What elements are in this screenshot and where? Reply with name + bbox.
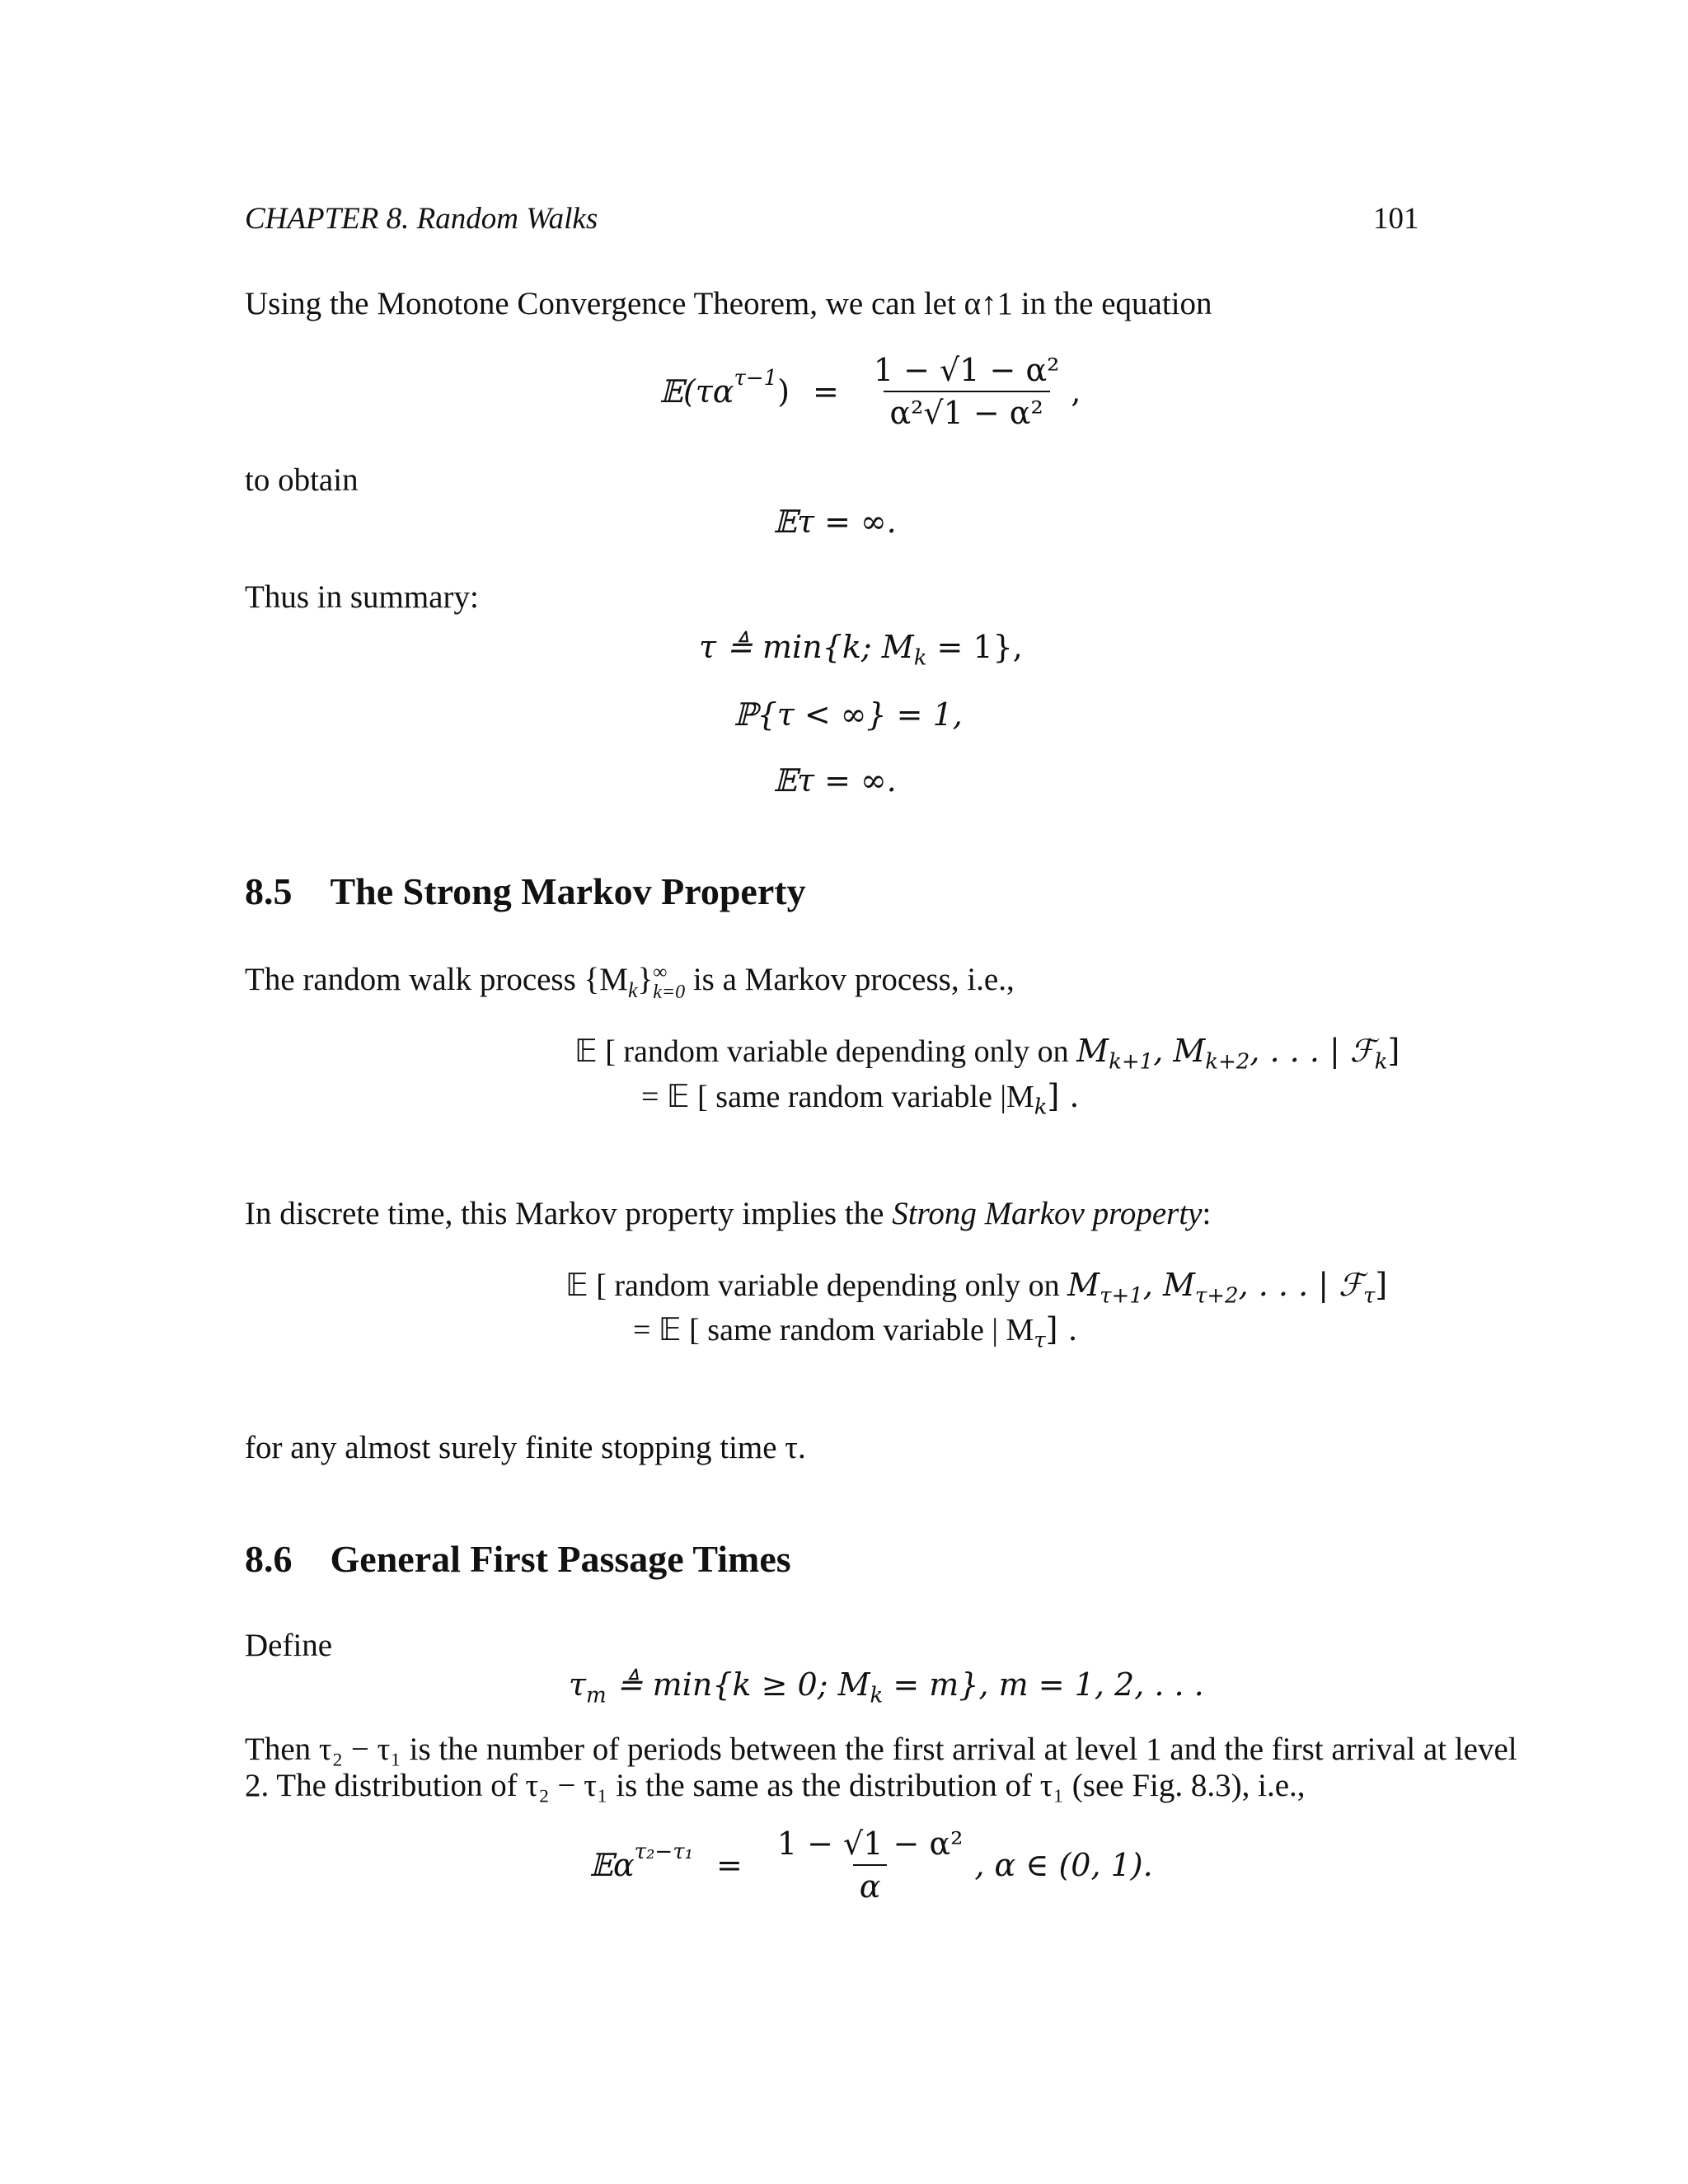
- p85-before: The random walk process {M: [245, 961, 628, 997]
- eq6-c: = m}, m = 1, 2, . . .: [883, 1666, 1204, 1703]
- eq5-l1-b: M: [1067, 1267, 1100, 1303]
- eq4-l1-csub: k+2: [1205, 1049, 1250, 1075]
- eq5-l1-e: ]: [1375, 1267, 1388, 1303]
- eq5-l2-b: ] .: [1045, 1311, 1078, 1347]
- p85-brace: }: [637, 961, 654, 997]
- strong-markov-paragraph: [245, 1197, 1211, 1230]
- section-number: 8.5: [245, 870, 293, 912]
- equation-strong-markov-line2: [633, 1311, 1078, 1353]
- eq4-l2-a: = 𝔼 [ same random variable |M: [641, 1080, 1034, 1114]
- p-strong-before: In discrete time, this Markov property implies the: [245, 1196, 893, 1231]
- eq1-lhs: 𝔼(τα: [659, 373, 734, 410]
- eq6-a: τ: [569, 1666, 587, 1703]
- eq4-l2-b: ] .: [1047, 1078, 1080, 1114]
- eq7-lhs: 𝔼α: [589, 1847, 635, 1883]
- eq3-line1-text: τ ≜ min{k; M: [699, 629, 914, 665]
- eq1-numerator: 1 − √1 − α²: [873, 352, 1060, 388]
- eq4-l2-sub: k: [1034, 1094, 1048, 1120]
- equation-summary-line2: ℙ{τ < ∞} = 1,: [734, 696, 963, 733]
- eq5-l1-d: , . . . | ℱ: [1238, 1267, 1363, 1303]
- eq4-l1-e: ]: [1387, 1033, 1400, 1069]
- p85-after: is a Markov process, i.e.,: [685, 961, 1015, 997]
- equation-expectation-infinite: 𝔼τ = ∞.: [773, 504, 897, 540]
- eq5-l1-bsub: τ+1: [1100, 1283, 1143, 1309]
- p-strong-after: :: [1202, 1196, 1212, 1231]
- eq5-l1-c: , M: [1142, 1267, 1195, 1303]
- eq4-l1-d: , . . . | ℱ: [1250, 1033, 1375, 1069]
- eq1-denominator: α²√1 − α²: [884, 391, 1050, 429]
- equation-first-passage: [569, 1666, 1204, 1708]
- equation-strong-markov-line1: [565, 1269, 1387, 1307]
- eq3-line1-end: = 1},: [926, 629, 1023, 665]
- intro-paragraph: Using the Monotone Convergence Theorem, we can let α↑1 in the equation: [245, 286, 1212, 321]
- eq7-denominator: α: [853, 1864, 888, 1902]
- eq1-relation: =: [813, 373, 839, 410]
- markov-process-paragraph: [245, 963, 1015, 1002]
- section-title: The Strong Markov Property: [330, 870, 806, 912]
- p-strong-italic: Strong Markov property: [892, 1196, 1203, 1231]
- define-text: Define: [245, 1628, 333, 1663]
- eq4-l1-b: M: [1076, 1033, 1109, 1069]
- section-heading-8-5: [245, 870, 806, 912]
- equation-passage-distribution: [589, 1825, 1153, 1905]
- passage-paragraph-line2: 2. The distribution of τ₂ − τ₁ is the same as the distribution of τ₁ (see Fig. 8.3), i.e.,: [245, 1768, 1306, 1803]
- eq7-trail: , α ∈ (0, 1).: [974, 1847, 1153, 1883]
- equation-generating-function: [659, 354, 1081, 429]
- eq5-l2-sub: τ: [1034, 1328, 1046, 1353]
- passage-paragraph-line1: Then τ₂ − τ₁ is the number of periods between the first arrival at level 1 and the first arrival at level: [245, 1732, 1517, 1767]
- eq4-l1-bsub: k+1: [1109, 1049, 1154, 1075]
- eq6-b: ≜ min{k ≥ 0; M: [606, 1666, 870, 1703]
- p85-sub2: k=0: [653, 982, 686, 1003]
- eq3-line1-sub: k: [913, 645, 927, 671]
- section-number: 8.6: [245, 1538, 293, 1580]
- p85-sub: k: [627, 977, 638, 1002]
- eq5-l1-dsub: τ: [1363, 1283, 1376, 1309]
- eq7-lhs-exponent: τ₂−τ₁: [634, 1840, 694, 1864]
- eq5-l2-a: = 𝔼 [ same random variable | M: [633, 1313, 1034, 1347]
- eq1-fraction: [867, 354, 1066, 429]
- eq4-l1-dsub: k: [1374, 1049, 1388, 1075]
- eq7-relation: =: [716, 1847, 743, 1883]
- eq5-l1-a: 𝔼 [ random variable depending only on: [565, 1268, 1068, 1303]
- eq7-fraction: [771, 1825, 969, 1905]
- section-title: General First Passage Times: [330, 1538, 791, 1580]
- eq6-bsub: k: [870, 1683, 884, 1708]
- page-number: 101: [1373, 202, 1419, 236]
- p85-sup: ∞: [653, 962, 668, 983]
- obtain-text: to obtain: [245, 462, 359, 498]
- equation-summary-line3: 𝔼τ = ∞.: [773, 762, 897, 799]
- eq1-trail: ,: [1071, 373, 1081, 410]
- equation-markov-line2: [641, 1080, 1079, 1118]
- section-heading-8-6: [245, 1540, 791, 1578]
- eq4-l1-c: , M: [1153, 1033, 1206, 1069]
- eq1-lhs-exponent: τ−1: [734, 366, 778, 391]
- eq1-lhs-close: ): [777, 373, 790, 410]
- eq7-numerator: 1 − √1 − α²: [776, 1825, 964, 1862]
- summary-text: Thus in summary:: [245, 579, 479, 615]
- eq6-asub: m: [586, 1683, 607, 1708]
- running-header: CHAPTER 8. Random Walks: [245, 202, 598, 236]
- equation-summary-line1: [699, 631, 1023, 669]
- stopping-time-paragraph: for any almost surely finite stopping time τ.: [245, 1430, 806, 1465]
- eq4-l1-a: 𝔼 [ random variable depending only on: [574, 1034, 1077, 1069]
- eq5-l1-csub: τ+2: [1194, 1283, 1239, 1309]
- equation-markov-line1: [574, 1035, 1400, 1073]
- p85-limits: [653, 963, 685, 1002]
